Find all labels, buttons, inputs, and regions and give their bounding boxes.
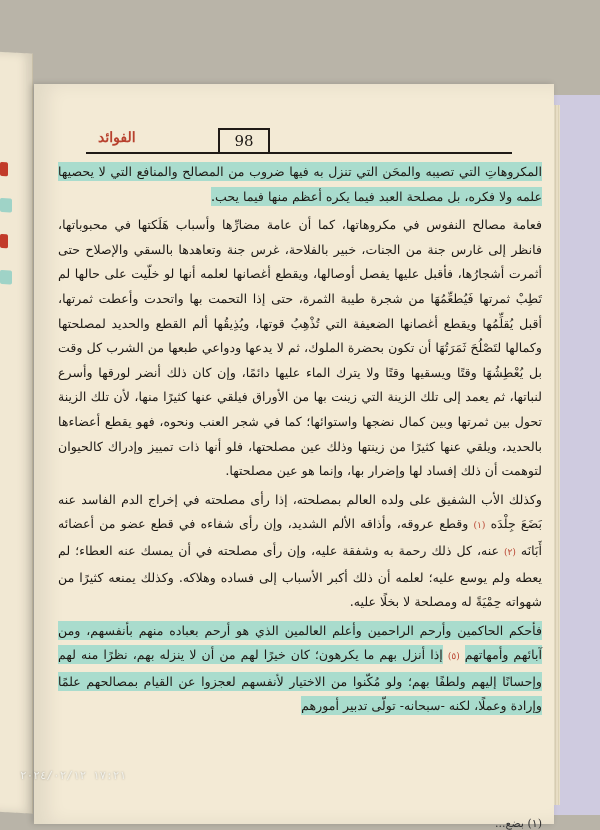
paragraph-text: عنه، كل ذلك رحمة به وشفقة عليه، وإن رأى مصلحته في أن يمسك عنه العطاء؛ لم يعطه ولم يوسع عليه؛ لعلمه أن ذلك أكبر الأسباب إلى فساده وهلاكه. وكذلك يمنعه كثيرًا من شهواته حِمْيَةً له ومصلحة لا بخلًا عليه. (58, 542, 542, 610)
paragraph-1 (58, 160, 542, 209)
header-title: الفوائد (98, 130, 136, 146)
footnote-marker: (١) (473, 521, 486, 532)
highlighted-text: إذا أنزل بهم ما يكرهون؛ كان خيرًا لهم من أن لا ينزله بهم، نظرًا منه لهم وإحسانًا إليهم ولطفًا بهم؛ ولو مُكّنوا من الاختيار لأنفسهم لعجزوا عن القيام بمصالحهم علمًا وإرادة وعملًا، لكنه -سبحانه- تولّى تدبير أمورهم (58, 647, 542, 714)
page-body (58, 160, 542, 723)
paragraph-text: وقطع عروقه، وأذاقه الألم الشديد، وإن رأى شفاءه في قطع عضو من أعضائه أَبَانَه (58, 516, 542, 558)
footnote-marker: (٢) (504, 547, 516, 558)
page-header (86, 128, 512, 154)
highlighted-text: المكروهاتِ التي تصيبه والمحَن التي تنزل به فيها ضروب من المصالح والمنافع التي لا يحصيها علمه ولا فكره، بل مصلحة العبد فيما يكره أعظم منها فيما يحب. (58, 164, 542, 204)
paragraph-text: وكذلك الأب الشفيق على ولده العالم بمصلحته، إذا رأى مصلحته في إخراج الدم الفاسد عنه بَضَعَ جِلْدَه (58, 491, 542, 532)
highlighted-text: فأحكم الحاكمين وأرحم الراحمين وأعلم العالمين الذي هو أرحم بعباده منهم بأنفسهم، ومن آبائهم وأمهاتهم (58, 622, 542, 663)
left-page-edge (0, 50, 33, 813)
footnote-stub: (١) بضع... (495, 817, 542, 830)
footnote-marker: (٥) (447, 652, 460, 663)
paragraph-4 (58, 619, 542, 719)
left-page-highlights (0, 162, 22, 307)
book-page (34, 84, 554, 830)
paragraph-text: فعامة مصالح النفوس في مكروهاتها، كما أن عامة مضارِّها وأسباب هَلَكتها في محبوباتها، فانظر إلى غارس جنة من الجنات، خبير بالفلاحة، غرس جنة وتعاهدها بالسقي والإصلاح حتى أثمرت أشجارُها، فأقبل عليها يفصل أوصالها، ويقطع أغصانها لعلمه أنها لو خلّيت على حالها لم تَطِبْ ثمرتها فَيُطعِّمُهَا من شجرة طيبة الثمرة، حتى إذا التحمت بها واتحدت وأعطت ثمرتها، أقبل يُقلِّمُها ويقطع أغصانها الضعيفة التي تُذْهِبُ قوتها، ويُذِيقُها ألم القطع والحديد لمصلحتها وكمالها لتَصْلُحَ ثَمَرَتُهَا أن تكون بحضرة الملوك، ثم لا يدعها ودواعي طبعها من الشرب كل وقت بل يُعْطِشُهَا وقتًا ويسقيها وقتًا ولا يترك الماء عليها دائمًا، وإن كان ذلك أنضر لورقها وأسرع لنباتها، ثم يعمد إلى تلك الزينة التي زينت بها من الأوراق فيلقي عنها كثيرًا منها، لأن تلك الزينة تحول بين ثمرتها وبين كمال نضجها واستوائها؛ كما في شجر العنب ونحوه، فهو يقطع أعضاءها بالحديد، ويلقي عنها كثيرًا من زينتها وذلك عين مصلحتها، فلو أنها ذات تمييز وإدراك كالحيوان لتوهمت أن ذلك إفساد لها وإضرار بها، وإنما هو عين مصلحتها. (58, 217, 542, 479)
photo-timestamp: ١٧:٢١ ٢٠٢٤/٠٢/١٢ (20, 769, 126, 782)
paragraph-3 (58, 488, 542, 615)
paragraph-2 (58, 213, 542, 484)
page-number: 98 (218, 128, 270, 152)
